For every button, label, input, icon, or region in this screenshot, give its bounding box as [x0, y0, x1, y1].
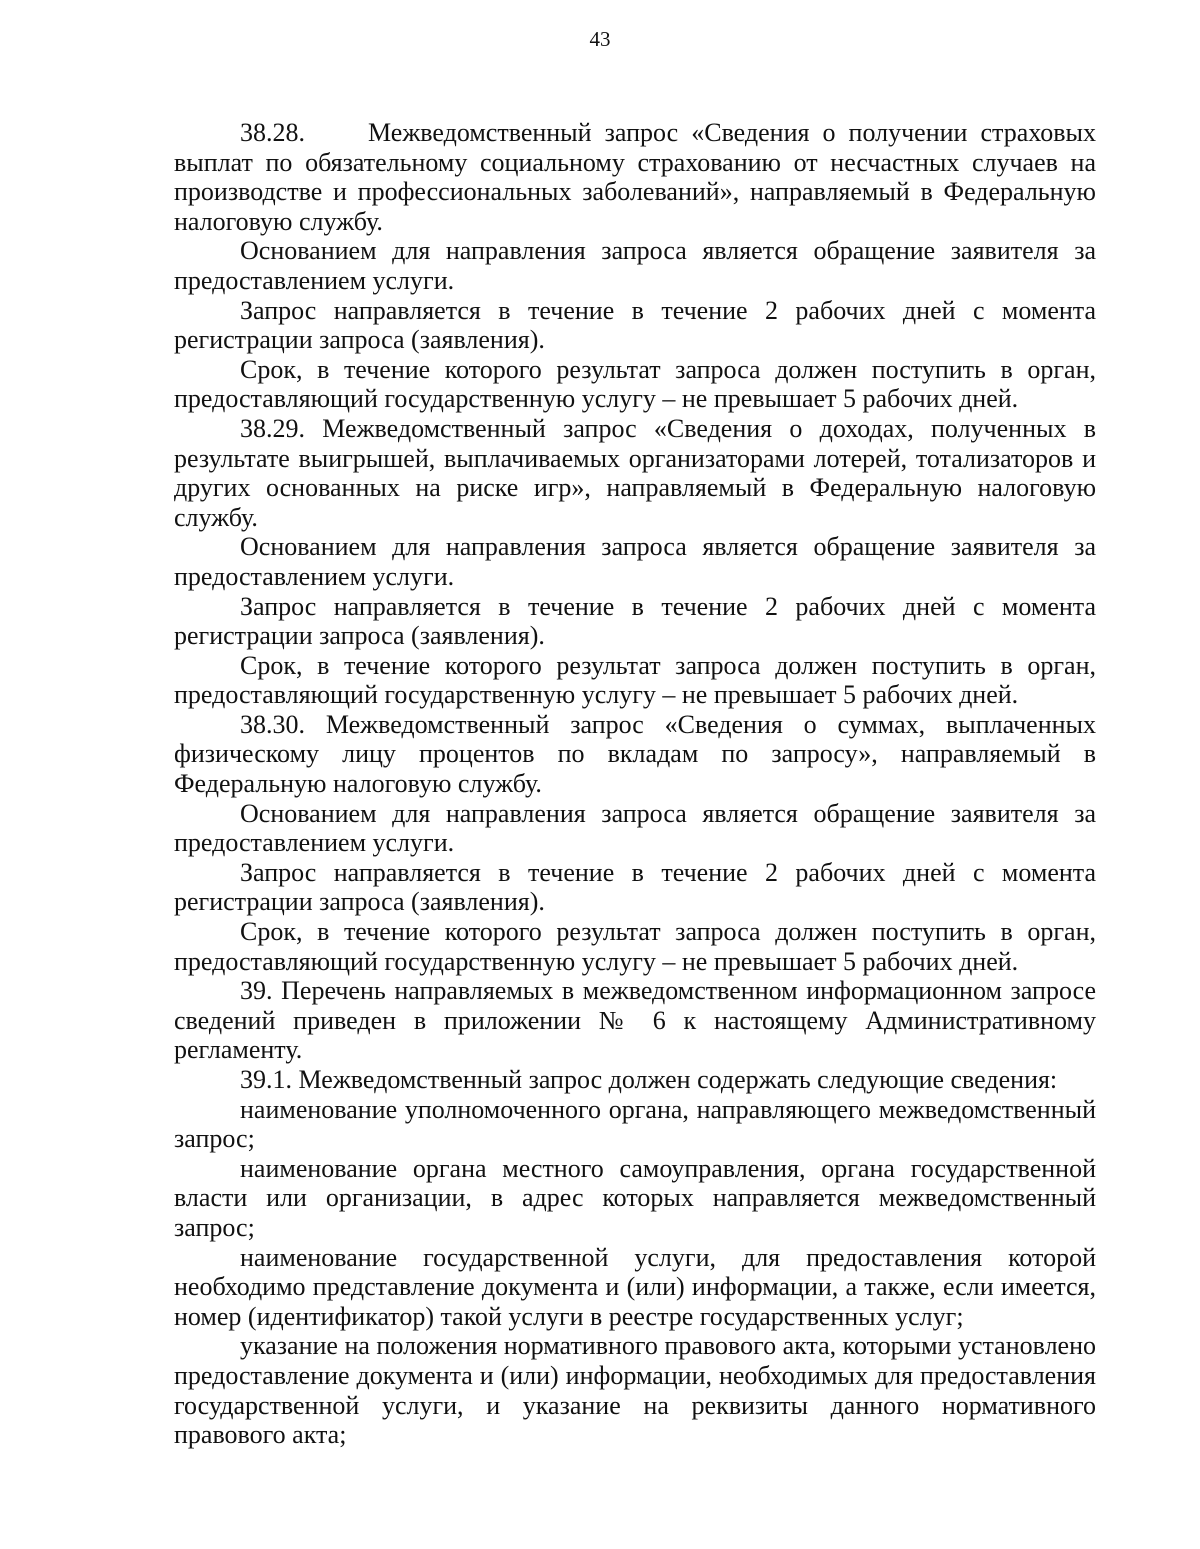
list-item: наименование органа местного самоуправления, органа государственной власти или организации, в адрес которых направляется межведомственный запрос;: [174, 1153, 1096, 1242]
paragraph-39-1: 39.1. Межведомственный запрос должен содержать следующие сведения:: [240, 1065, 1058, 1094]
page-number: 43: [589, 27, 611, 51]
paragraph: Срок, в течение которого результат запроса должен поступить в орган, предоставляющий государственную услугу – не превышает 5 рабочих дней.: [174, 354, 1096, 414]
paragraph-38-29: 38.29. Межведомственный запрос «Сведения о доходах, полученных в результате выигрышей, выплачиваемых организаторами лотерей, тотализаторов и других основанных на риске игр», направляемый в Федеральную налоговую службу.: [174, 413, 1096, 532]
list-item: наименование государственной услуги, для предоставления которой необходимо представление документа и (или) информации, а также, если имеется, номер (идентификатор) такой услуги в реестре государственных услуг;: [174, 1242, 1096, 1331]
paragraph-38-28: [174, 118, 1096, 236]
paragraph-39: 39. Перечень направляемых в межведомственном информационном запросе сведений приведен в приложении № 6 к настоящему Административному регламенту.: [174, 976, 1096, 1065]
list-item: наименование уполномоченного органа, направляющего межведомственный запрос;: [174, 1094, 1096, 1154]
paragraph: Основанием для направления запроса является обращение заявителя за предоставлением услуги.: [174, 532, 1096, 591]
paragraph: Срок, в течение которого результат запроса должен поступить в орган, предоставляющий государственную услугу – не превышает 5 рабочих дней.: [174, 650, 1096, 710]
paragraph: Срок, в течение которого результат запроса должен поступить в орган, предоставляющий государственную услугу – не превышает 5 рабочих дней.: [174, 917, 1096, 976]
paragraph-38-30: 38.30. Межведомственный запрос «Сведения о суммах, выплаченных физическому лицу процентов по вкладам по запросу», направляемый в Федеральную налоговую службу.: [174, 709, 1096, 799]
list-item: указание на положения нормативного правового акта, которыми установлено предоставление документа и (или) информации, необходимых для предоставления государственной услуги, и указание на реквизиты данного нормативного правового акта;: [174, 1331, 1096, 1450]
paragraph: Запрос направляется в течение в течение 2 рабочих дней с момента регистрации запроса (заявления).: [174, 295, 1096, 355]
document-body: [174, 118, 1096, 1450]
paragraph-text: Межведомственный запрос «Сведения о получении страховых выплат по обязательному социальному страхованию от несчастных случаев на производстве и профессиональных заболеваний», направляемый в Федеральную налоговую службу.: [174, 118, 1096, 236]
paragraph: Запрос направляется в течение в течение 2 рабочих дней с момента регистрации запроса (заявления).: [174, 591, 1096, 651]
paragraph-number: 38.28.: [240, 118, 305, 147]
paragraph: Запрос направляется в течение в течение 2 рабочих дней с момента регистрации запроса (заявления).: [174, 857, 1096, 917]
paragraph: Основанием для направления запроса является обращение заявителя за предоставлением услуги.: [174, 798, 1096, 858]
paragraph: Основанием для направления запроса является обращение заявителя за предоставлением услуги.: [174, 236, 1096, 295]
